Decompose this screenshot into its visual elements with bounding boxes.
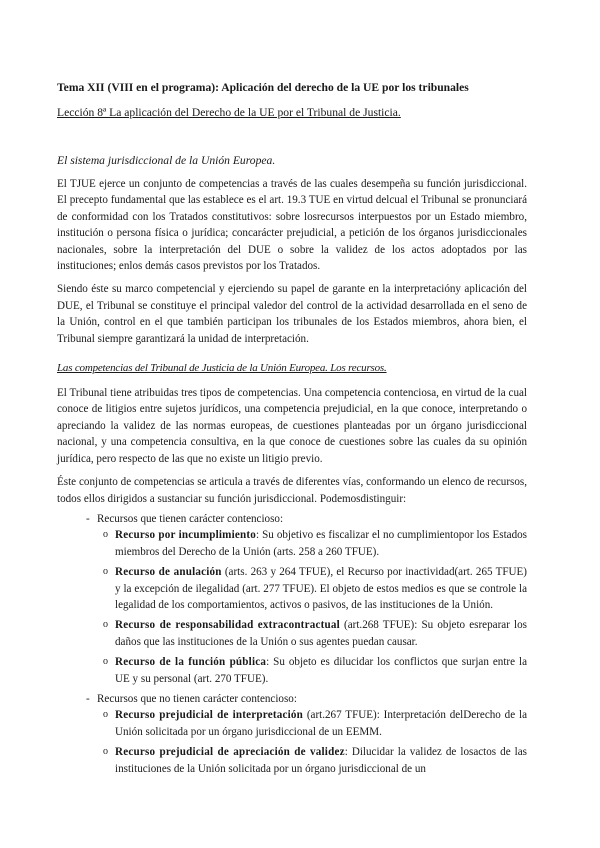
circle-bullet: o [103, 619, 108, 631]
term: Recurso por incumplimiento [115, 529, 257, 542]
term-description: (arts. 263 y 264 TFUE), el Recurso por inactividad(art. 265 TFUE) y la excepción de ilegalidad (art. 277 TFUE). El objeto de estos medios es que se controle la legalidad de los comportamientos, activos o pasivos, de las instituciones de la Unión. [115, 566, 527, 611]
term: Recurso de anulación [115, 566, 222, 579]
non-contentious-sublist [57, 707, 527, 777]
list-label: Recursos que no tienen carácter contencioso: [97, 692, 297, 705]
term-description: (art.267 TFUE): Interpretación delDerecho de la Unión solicitada por un órgano jurisdiccional de un EEMM. [115, 709, 528, 738]
term-description: (art.268 TFUE): Su objeto esreparar los daños que las instituciones de la Unión o sus agentes puedan causar. [115, 619, 527, 648]
paragraph: Éste conjunto de competencias se articula a través de diferentes vías, conformando un elenco de recursos, todos ellos dirigidos a sustanciar su función jurisdiccional. Podemosdistinguir: [57, 476, 527, 505]
list-item [57, 527, 527, 560]
dash-bullet: - [86, 692, 90, 705]
section-heading-competencies: Las competencias del Tribunal de Justicia de la Unión Europea. Los recursos. [57, 362, 387, 375]
circle-bullet: o [103, 566, 108, 578]
resources-list [57, 511, 527, 777]
list-item-non-contentious [57, 691, 527, 777]
list-label: Recursos que tienen carácter contencioso: [97, 512, 284, 525]
circle-bullet: o [103, 746, 108, 758]
dash-bullet: - [86, 512, 90, 525]
term-description: : Su objeto es dilucidar los conflictos que surjan entre la UE y su personal (art. 270 TFUE). [115, 656, 527, 685]
term: Recurso de responsabilidad extracontractual [115, 619, 340, 632]
circle-bullet: o [103, 529, 108, 541]
paragraph: El Tribunal tiene atribuidas tres tipos de competencias. Una competencia contenciosa, en virtud de la cual conoce de litigios entre sujetos jurídicos, una competencia prejudicial, en la que conoce, interpretando o apreciando la validez de las normas europeas, de cuestiones planteadas por un órgano jurisdiccional nacional, y una competencia consultiva, en la que conoce de cuestiones sobre las cuales da su opinión jurídica, pero respecto de las que no existe un litigio previo. [57, 387, 527, 465]
list-item-contentious [57, 511, 527, 687]
section-heading-jurisdictional-system: El sistema jurisdiccional de la Unión Europea. [57, 154, 276, 167]
list-item [57, 654, 527, 687]
paragraph: El TJUE ejerce un conjunto de competencias a través de las cuales desempeña su función jurisdiccional. El precepto fundamental que las establece es el art. 19.3 TUE en virtud delcual el Tribunal se pronunciará de conformidad con los Tratados constitutivos: sobre losrecursos interpuestos por un Estado miembro, institución o persona física o jurídica; concarácter prejudicial, a petición de los órganos jurisdiccionales nacionales, sobre la interpretación del DUE o sobre la validez de los actos adoptados por las instituciones; enlos demás casos previstos por los Tratados. [57, 178, 527, 273]
document-title: Tema XII (VIII en el programa): Aplicación del derecho de la UE por los tribunales [57, 81, 469, 94]
document-page [57, 80, 527, 781]
lesson-heading: Lección 8ª La aplicación del Derecho de la UE por el Tribunal de Justicia. [57, 106, 401, 119]
contentious-sublist [57, 527, 527, 687]
paragraph: Siendo éste su marco competencial y ejerciendo su papel de garante en la interpretacióny aplicación del DUE, el Tribunal se constituye el principal valedor del control de la actividad desarrollada en el seno de la Unión, control en el que también participan los tribunales de los Estados miembros, ahora bien, el Tribunal siempre garantizará la unidad de interpretación. [57, 283, 527, 345]
list-item [57, 707, 527, 740]
term-description: : Dilucidar la validez de losactos de las instituciones de la Unión solicitada por un órgano jurisdiccional de un [115, 746, 528, 775]
list-item [57, 617, 527, 650]
circle-bullet: o [103, 656, 108, 668]
circle-bullet: o [103, 709, 108, 721]
term: Recurso prejudicial de apreciación de validez [115, 746, 345, 759]
list-item [57, 564, 527, 613]
list-item [57, 744, 527, 777]
term: Recurso prejudicial de interpretación [115, 709, 303, 722]
term: Recurso de la función pública [115, 656, 267, 669]
term-description: : Su objetivo es fiscalizar el no cumplimientopor los Estados miembros del Derecho de la Unión (arts. 258 a 260 TFUE). [115, 529, 527, 558]
